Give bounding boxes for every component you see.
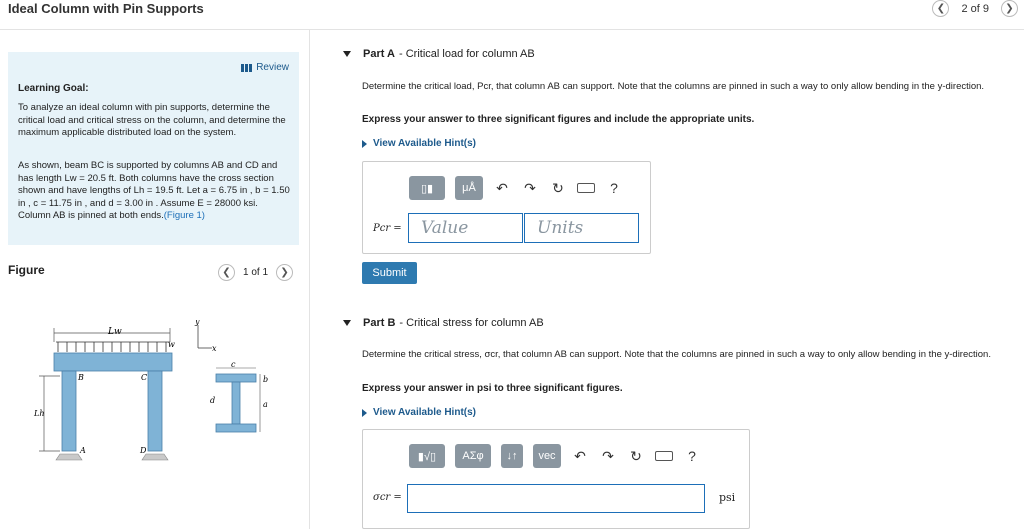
- svg-text:Lh: Lh: [34, 409, 45, 418]
- w-label: w: [168, 340, 175, 349]
- templates-button[interactable]: ▯▮: [409, 176, 445, 200]
- chevron-left-icon: ❮: [936, 3, 946, 14]
- figure-pager: [218, 264, 293, 281]
- figure-link[interactable]: (Figure 1): [163, 210, 205, 221]
- figure-heading: Figure: [8, 263, 45, 277]
- vector-button[interactable]: vec: [533, 444, 561, 468]
- review-icon: [241, 64, 252, 72]
- redo-icon[interactable]: ↷: [524, 179, 536, 196]
- collapse-triangle-icon: [343, 51, 351, 57]
- part-b-hint-link[interactable]: View Available Hint(s): [362, 407, 476, 418]
- axes-icon: [194, 320, 217, 353]
- part-a-answer-box: [362, 161, 651, 254]
- next-figure-button[interactable]: [276, 264, 293, 281]
- keyboard-icon[interactable]: [655, 451, 673, 461]
- help-button[interactable]: ?: [688, 448, 696, 464]
- part-a-header[interactable]: Part A - Critical load for column AB: [343, 48, 535, 60]
- value-input[interactable]: Value: [408, 213, 523, 243]
- submit-button[interactable]: Submit: [362, 262, 417, 284]
- svg-text:b: b: [263, 375, 269, 384]
- expand-triangle-icon: [362, 140, 367, 148]
- part-a-toolbar: [409, 176, 623, 200]
- part-b-question: Determine the critical stress, σcr, that column AB can support. Note that the columns are pinned in such a way to only allow bending in the y-direction.: [362, 349, 991, 360]
- part-b-header[interactable]: Part B - Critical stress for column AB: [343, 317, 544, 329]
- stress-input[interactable]: [407, 484, 705, 513]
- lw-label: Lw: [108, 327, 122, 337]
- redo-icon[interactable]: ↷: [602, 447, 614, 464]
- subscript-button[interactable]: ↓↑: [501, 444, 523, 468]
- svg-text:x: x: [212, 344, 217, 353]
- length-dimension-lw: [54, 327, 170, 342]
- reset-icon[interactable]: ↻: [630, 447, 642, 464]
- problem-pager: [932, 0, 1018, 17]
- part-b-instructions: Express your answer in psi to three significant figures.: [362, 383, 623, 394]
- collapse-triangle-icon: [343, 320, 351, 326]
- chevron-right-icon: ❯: [280, 267, 289, 278]
- height-dimension-lh: [33, 376, 60, 451]
- top-bar: [0, 0, 1024, 30]
- greek-symbols-button[interactable]: ΑΣφ: [455, 444, 491, 468]
- distributed-load-arrows: [56, 340, 175, 352]
- problem-description: As shown, beam BC is supported by columns AB and CD and has length Lw = 20.5 ft. Both columns have the cross section shown and have lengths of Lh = 19.5 ft. Let a = 6.75 in , b = 1.50 in , c = 11.75 in , and d = 3.00 in . Assume E = 28000 ksi. Column AB is pinned at both ends.(Figure 1): [18, 160, 290, 221]
- problem-count: 2 of 9: [961, 2, 989, 15]
- help-button[interactable]: ?: [610, 180, 618, 196]
- i-beam-cross-section: [210, 360, 268, 432]
- part-a-question: Determine the critical load, Pcr, that column AB can support. Note that the columns are pinned in such a way to only allow bending in the y-direction.: [362, 81, 985, 92]
- figure-count: 1 of 1: [243, 267, 269, 278]
- expand-triangle-icon: [362, 409, 367, 417]
- panel-divider: [309, 30, 310, 529]
- units-input[interactable]: Units: [524, 213, 639, 243]
- svg-text:c: c: [231, 360, 236, 369]
- prev-problem-button[interactable]: [932, 0, 949, 17]
- svg-text:y: y: [195, 320, 200, 326]
- undo-icon[interactable]: ↶: [496, 179, 508, 196]
- learning-goal-text: To analyze an ideal column with pin supports, determine the critical load and critical stress on the column, and determine the maximum applicable distributed load on the system.: [18, 102, 286, 138]
- learning-goal-box: [8, 52, 299, 245]
- psi-unit-label: psi: [719, 491, 736, 504]
- part-b-toolbar: [409, 444, 701, 468]
- svg-text:d: d: [210, 396, 216, 405]
- learning-goal-heading: Learning Goal:: [18, 83, 89, 94]
- svg-text:C: C: [141, 373, 148, 382]
- sigma-cr-label: σcr =: [373, 492, 402, 503]
- reset-icon[interactable]: ↻: [552, 179, 564, 196]
- svg-text:A: A: [80, 446, 86, 455]
- support-d: [142, 454, 168, 460]
- review-link[interactable]: Review: [241, 62, 289, 75]
- support-a: [56, 454, 82, 460]
- part-a-hint-link[interactable]: View Available Hint(s): [362, 138, 476, 149]
- pcr-label: Pcr =: [373, 223, 402, 234]
- page-title: Ideal Column with Pin Supports: [8, 1, 204, 16]
- column-ab: [62, 371, 76, 451]
- keyboard-icon[interactable]: [577, 183, 595, 193]
- chevron-right-icon: ❯: [1005, 3, 1014, 14]
- svg-text:D: D: [140, 446, 147, 455]
- symbols-button[interactable]: μÅ: [455, 176, 483, 200]
- prev-figure-button[interactable]: [218, 264, 235, 281]
- frame-figure: [30, 320, 290, 470]
- chevron-left-icon: ❮: [222, 267, 231, 278]
- svg-text:B: B: [78, 373, 84, 382]
- part-a-instructions: Express your answer to three significant figures and include the appropriate units.: [362, 114, 755, 125]
- undo-icon[interactable]: ↶: [574, 447, 586, 464]
- column-cd: [148, 371, 162, 451]
- next-problem-button[interactable]: [1001, 0, 1018, 17]
- beam-bc: [54, 353, 172, 371]
- svg-text:a: a: [263, 400, 268, 409]
- part-b-answer-box: [362, 429, 750, 529]
- templates-button[interactable]: ▮√▯: [409, 444, 445, 468]
